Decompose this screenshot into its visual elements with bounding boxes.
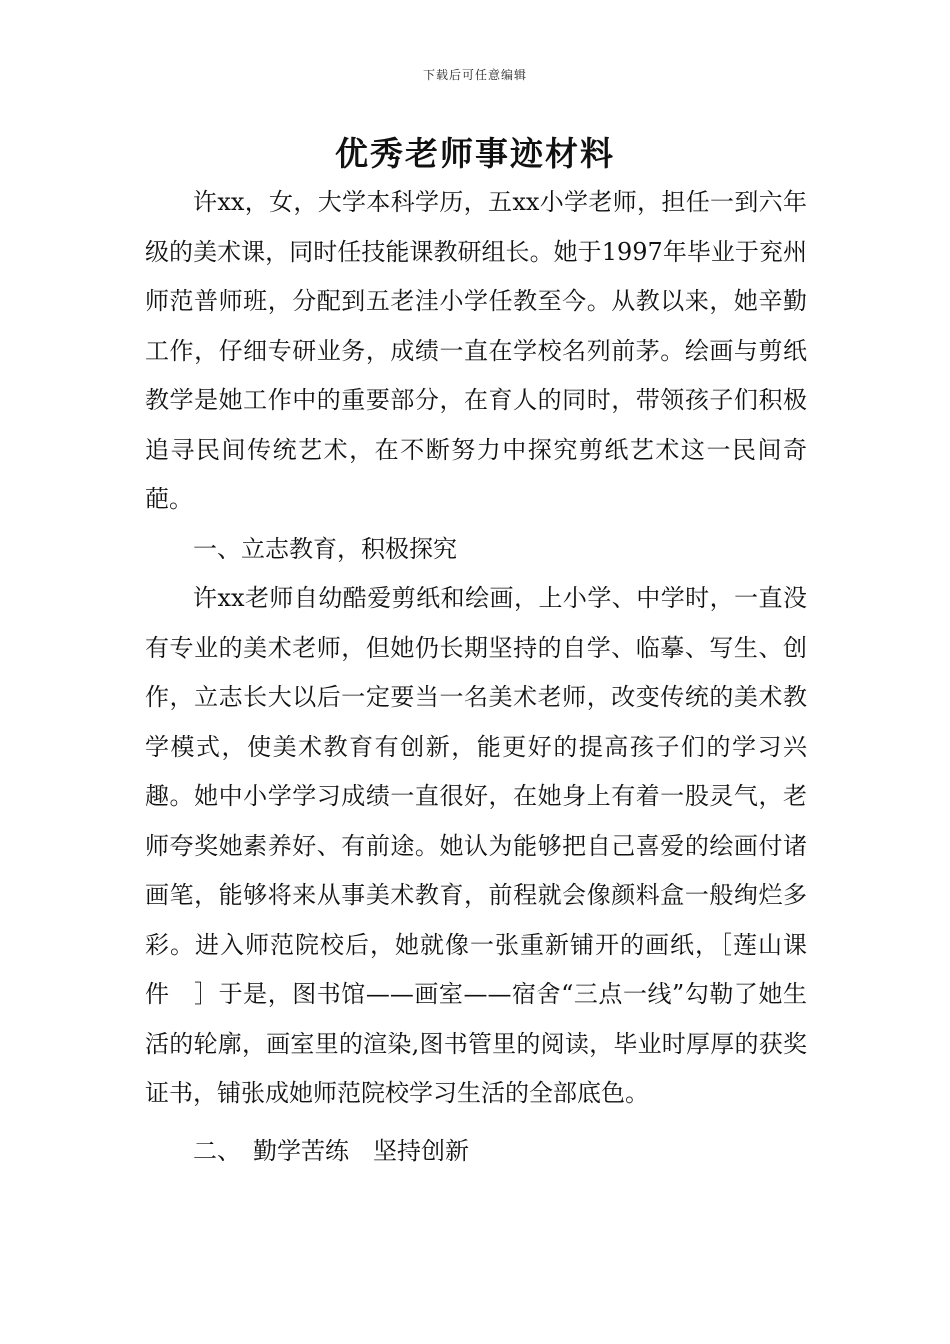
header-note: 下载后可任意编辑 — [422, 68, 527, 82]
paragraph-intro: 许xx，女，大学本科学历，五xx小学老师，担任一到六年级的美术课，同时任技能课教研组长。她于1997年毕业于兖州师范普师班，分配到五老洼小学任教至今。从教以来，她辛勤工作，仔细专研业务，成绩一直在学校名列前茅。绘画与剪纸教学是她工作中的重要部分，在育人的同时，带领孩子们积极追寻民间传统艺术，在不断努力中探究剪纸艺术这一民间奇葩。 — [145, 188, 807, 513]
section-heading-2: 二、 勤学苦练 坚持创新 — [193, 1136, 469, 1165]
section-heading-1: 一、立志教育，积极探究 — [193, 534, 457, 563]
paragraph-section-1: 许xx老师自幼酷爱剪纸和绘画，上小学、中学时，一直没有专业的美术老师，但她仍长期坚持的自学、临摹、写生、创作，立志长大以后一定要当一名美术老师，改变传统的美术教学模式，使美术教育有创新，能更好的提高孩子们的学习兴趣。她中小学学习成绩一直很好，在她身上有着一股灵气，老师夸奖她素养好、有前途。她认为能够把自己喜爱的绘画付诸画笔，能够将来从事美术教育，前程就会像颜料盒一般绚烂多彩。进入师范院校后，她就像一张重新铺开的画纸，［莲山课 件 ］于是，图书馆——画室——宿舍“三点一线”勾勒了她生活的轮廓，画室里的渲染,图书管里的阅读，毕业时厚厚的获奖证书，铺张成她师范院校学习生活的全部底色。 — [145, 584, 831, 1107]
document-body — [145, 178, 831, 1176]
document-title: 优秀老师事迹材料 — [335, 134, 615, 173]
